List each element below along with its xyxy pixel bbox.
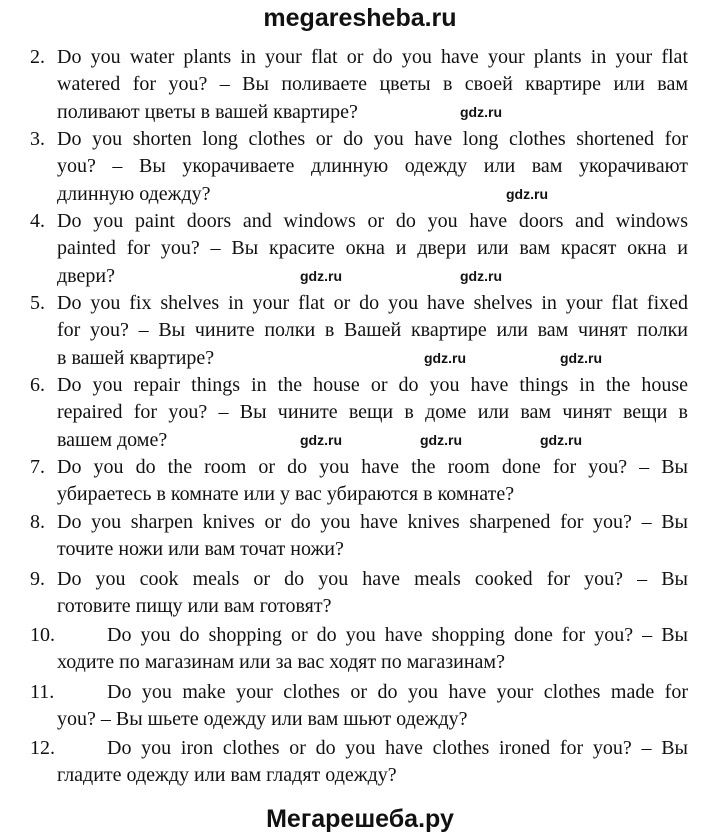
item-number: 10. <box>30 624 55 646</box>
item-text-line: Do you cook meals or do you have meals cooked for you? – Вы <box>57 567 688 590</box>
item-number: 11. <box>30 680 55 703</box>
watermark: gdz.ru <box>460 268 502 284</box>
list-item <box>0 566 720 621</box>
item-number: 8. <box>30 511 45 533</box>
item-text-line: Do you iron clothes or do you have clothes ironed for you? – Вы <box>107 737 688 759</box>
item-text-line: готовите пищу или вам готовят? <box>57 594 332 617</box>
item-number: 2. <box>30 46 45 68</box>
item-text-line: точите ножи или вам точат ножи? <box>57 538 344 561</box>
item-text-line: Do you repair things in the house or do you have things in the house <box>57 374 688 396</box>
watermark: gdz.ru <box>300 268 342 284</box>
item-text-line: Do you do shopping or do you have shopping done for you? – Вы <box>107 624 688 646</box>
item-text-line: painted for you? – Вы красите окна и двери или вам красят окна и <box>57 237 688 260</box>
item-text-line: for you? – Вы чините полки в Вашей квартире или вам чинят полки <box>57 319 688 342</box>
item-text-line: вашем доме? <box>57 428 168 451</box>
item-text-line: Do you sharpen knives or do you have knives sharpened for you? – Вы <box>57 511 688 533</box>
item-text-line: Do you make your clothes or do you have your clothes made for <box>107 680 688 703</box>
watermark: gdz.ru <box>424 350 466 366</box>
watermark: gdz.ru <box>420 432 462 448</box>
item-number: 6. <box>30 374 45 396</box>
item-number: 7. <box>30 456 45 478</box>
item-text-line: гладите одежду или вам гладят одежду? <box>57 764 397 787</box>
list-item <box>0 679 720 734</box>
list-item <box>0 622 720 677</box>
list-item <box>0 290 720 372</box>
item-number: 3. <box>30 128 45 150</box>
list-item <box>0 208 720 290</box>
item-number: 4. <box>30 210 45 232</box>
watermark: gdz.ru <box>560 350 602 366</box>
list-item <box>0 509 720 564</box>
item-text-line: watered for you? – Вы поливаете цветы в своей квартире или вам <box>57 73 688 96</box>
item-text-line: Do you paint doors and windows or do you have doors and windows <box>57 210 688 232</box>
list-item <box>0 735 720 790</box>
item-text-line: поливают цветы в вашей квартире? <box>57 100 358 123</box>
site-footer: Мегарешеба.ру <box>266 805 454 833</box>
list-item <box>0 44 720 126</box>
list-item <box>0 126 720 208</box>
watermark: gdz.ru <box>300 432 342 448</box>
item-text-line: you? – Вы шьете одежду или вам шьют одежду? <box>57 707 468 730</box>
item-text-line: ходите по магазинам или за вас ходят по магазинам? <box>57 651 505 674</box>
item-text-line: в вашей квартире? <box>57 346 215 369</box>
list-item <box>0 454 720 509</box>
item-text-line: you? – Вы укорачиваете длинную одежду или вам укорачивают <box>57 155 688 178</box>
item-text-line: Do you fix shelves in your flat or do you have shelves in your flat fixed <box>57 292 688 314</box>
item-text-line: repaired for you? – Вы чините вещи в доме или вам чинят вещи в <box>57 401 688 424</box>
item-text-line: двери? <box>57 264 115 287</box>
item-text-line: Do you water plants in your flat or do you have your plants in your flat <box>57 46 688 68</box>
list-item <box>0 372 720 454</box>
item-number: 9. <box>30 567 45 590</box>
item-text-line: убираетесь в комнате или у вас убираются в комнате? <box>57 483 515 506</box>
watermark: gdz.ru <box>460 104 502 120</box>
watermark: gdz.ru <box>506 186 548 202</box>
watermark: gdz.ru <box>540 432 582 448</box>
item-number: 12. <box>30 737 55 759</box>
site-header: megaresheba.ru <box>263 4 457 32</box>
item-text-line: Do you do the room or do you have the room done for you? – Вы <box>57 456 688 478</box>
item-text-line: Do you shorten long clothes or do you have long clothes shortened for <box>57 128 688 150</box>
item-number: 5. <box>30 292 45 314</box>
item-text-line: длинную одежду? <box>57 182 211 205</box>
